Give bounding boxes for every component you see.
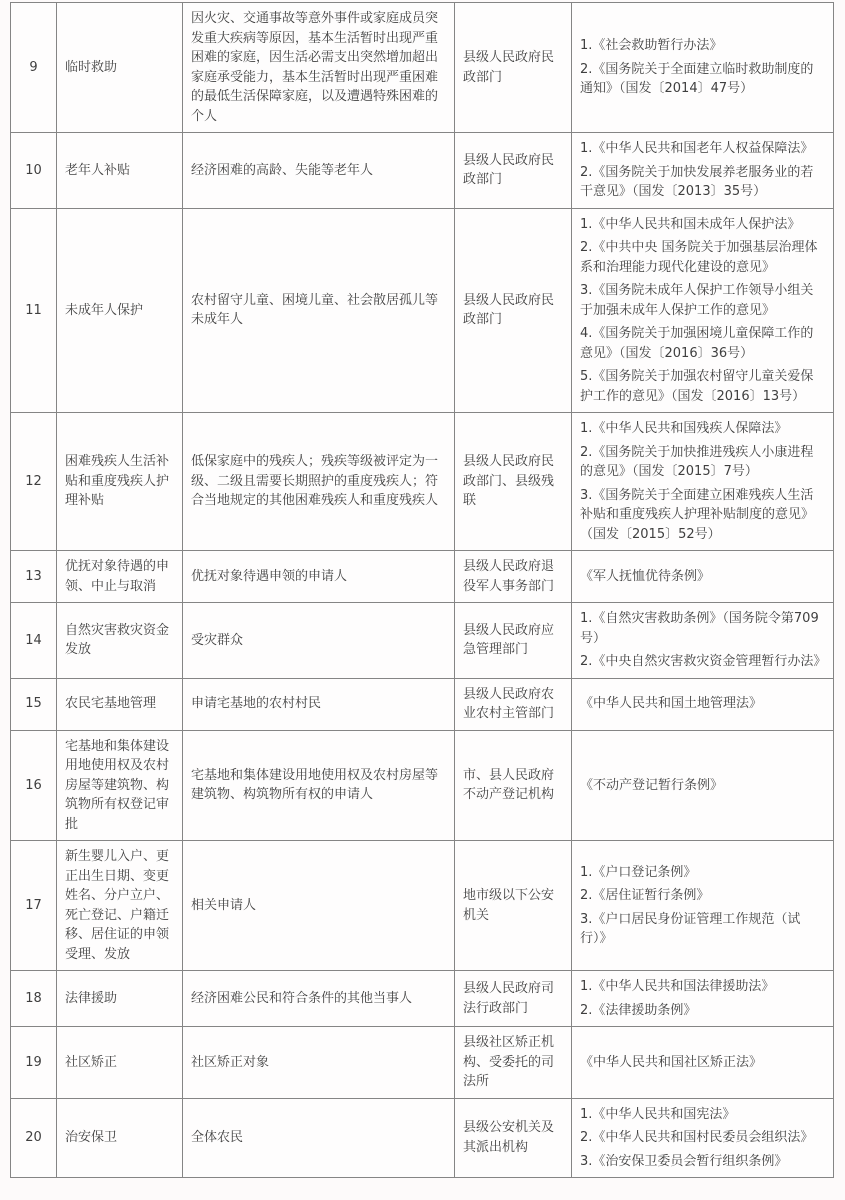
legal-basis-cell <box>572 208 834 413</box>
department-cell: 县级人民政府司法行政部门 <box>455 971 572 1027</box>
department-cell: 县级公安机关及其派出机构 <box>455 1098 572 1178</box>
legal-basis-item: 2.《居住证暂行条例》 <box>580 888 710 903</box>
target-description-cell: 低保家庭中的残疾人；残疾等级被评定为一级、二级且需要长期照护的重度残疾人；符合当地规定的其他困难残疾人和重度残疾人 <box>183 413 455 551</box>
table-row <box>11 841 834 971</box>
item-name-cell: 优抚对象待遇的申领、中止与取消 <box>57 551 183 603</box>
target-description-cell: 全体农民 <box>183 1098 455 1178</box>
legal-basis-cell <box>572 678 834 730</box>
department-cell: 县级人民政府退役军人事务部门 <box>455 551 572 603</box>
target-description-cell: 申请宅基地的农村村民 <box>183 678 455 730</box>
target-description-cell: 经济困难公民和符合条件的其他当事人 <box>183 971 455 1027</box>
legal-basis-item: 1.《社会救助暂行办法》 <box>580 38 723 54</box>
target-description-cell: 社区矫正对象 <box>183 1027 455 1099</box>
legal-basis-item: 1.《户口登记条例》 <box>580 864 697 880</box>
table-row <box>11 971 834 1027</box>
item-name-cell: 农民宅基地管理 <box>57 678 183 730</box>
table-row <box>11 603 834 679</box>
target-description-cell: 宅基地和集体建设用地使用权及农村房屋等建筑物、构筑物所有权的申请人 <box>183 730 455 841</box>
table-row <box>11 730 834 841</box>
legal-basis-item: 1.《中华人民共和国残疾人保障法》 <box>580 421 788 436</box>
target-description-cell: 农村留守儿童、困境儿童、社会散居孤儿等未成年人 <box>183 208 455 413</box>
row-number-cell: 18 <box>11 971 57 1027</box>
row-number-cell: 11 <box>11 208 57 413</box>
department-cell: 县级人民政府农业农村主管部门 <box>455 678 572 730</box>
table-row <box>11 1098 834 1178</box>
target-description-cell: 相关申请人 <box>183 841 455 971</box>
legal-basis-cell <box>572 603 834 679</box>
row-number-cell: 14 <box>11 603 57 679</box>
row-number-cell: 17 <box>11 841 57 971</box>
target-description-cell: 优抚对象待遇申领的申请人 <box>183 551 455 603</box>
legal-basis-item: 2.《国务院关于全面建立临时救助制度的通知》（国发〔2014〕47号） <box>580 61 814 97</box>
legal-basis-item: 1.《自然灾害救助条例》（国务院令第709号） <box>580 611 819 646</box>
legal-basis-item: 1.《中华人民共和国未成年人保护法》 <box>580 216 801 232</box>
legal-basis-item: 1.《中华人民共和国法律援助法》 <box>580 979 775 994</box>
legal-basis-cell <box>572 133 834 209</box>
legal-basis-item: 《不动产登记暂行条例》 <box>580 777 724 793</box>
legal-basis-item: 3.《户口居民身份证管理工作规范（试行）》 <box>580 911 801 946</box>
legal-basis-cell <box>572 1027 834 1099</box>
legal-basis-cell <box>572 730 834 841</box>
department-cell: 地市级以下公安机关 <box>455 841 572 971</box>
item-name-cell: 法律援助 <box>57 971 183 1027</box>
item-name-cell: 新生婴儿入户、更正出生日期、变更姓名、分户立户、死亡登记、户籍迁移、居住证的申领受理、发放 <box>57 841 183 971</box>
legal-basis-item: 4.《国务院关于加强困境儿童保障工作的意见》（国发〔2016〕36号） <box>580 326 814 361</box>
legal-basis-item: 3.《国务院关于全面建立困难残疾人生活补贴和重度残疾人护理补贴制度的意见》（国发〔2015〕52号） <box>580 487 815 542</box>
table-row <box>11 1027 834 1099</box>
table-row <box>11 413 834 551</box>
item-name-cell: 宅基地和集体建设用地使用权及农村房屋等建筑物、构筑物所有权登记审批 <box>57 730 183 841</box>
legal-basis-cell <box>572 3 834 133</box>
row-number-cell: 12 <box>11 413 57 551</box>
item-name-cell: 困难残疾人生活补贴和重度残疾人护理补贴 <box>57 413 183 551</box>
legal-basis-cell <box>572 551 834 603</box>
table-row <box>11 3 834 133</box>
item-name-cell: 老年人补贴 <box>57 133 183 209</box>
legal-basis-item: 2.《国务院关于加快推进残疾人小康进程的意见》（国发〔2015〕7号） <box>580 444 814 479</box>
table-row <box>11 678 834 730</box>
department-cell: 县级人民政府应急管理部门 <box>455 603 572 679</box>
legal-basis-cell <box>572 413 834 551</box>
item-name-cell: 社区矫正 <box>57 1027 183 1099</box>
target-description-cell: 经济困难的高龄、失能等老年人 <box>183 133 455 209</box>
department-cell: 县级人民政府民政部门 <box>455 208 572 413</box>
legal-basis-item: 2.《中华人民共和国村民委员会组织法》 <box>580 1130 814 1145</box>
table-row <box>11 208 834 413</box>
legal-basis-item: 《中华人民共和国土地管理法》 <box>580 696 763 712</box>
department-cell: 县级社区矫正机构、受委托的司法所 <box>455 1027 572 1099</box>
department-cell: 市、县人民政府不动产登记机构 <box>455 730 572 841</box>
item-name-cell: 治安保卫 <box>57 1098 183 1178</box>
legal-basis-item: 2.《中共中央 国务院关于加强基层治理体系和治理能力现代化建设的意见》 <box>580 240 818 275</box>
target-description-cell: 受灾群众 <box>183 603 455 679</box>
legal-basis-item: 1.《中华人民共和国宪法》 <box>580 1106 736 1122</box>
row-number-cell: 15 <box>11 678 57 730</box>
department-cell: 县级人民政府民政部门、县级残联 <box>455 413 572 551</box>
table-row <box>11 551 834 603</box>
item-name-cell: 临时救助 <box>57 3 183 133</box>
table-row <box>11 133 834 209</box>
legal-basis-cell <box>572 971 834 1027</box>
row-number-cell: 9 <box>11 3 57 133</box>
legal-basis-item: 《中华人民共和国社区矫正法》 <box>580 1054 763 1070</box>
legal-basis-item: 3.《治安保卫委员会暂行组织条例》 <box>580 1153 788 1169</box>
legal-basis-item: 《军人抚恤优待条例》 <box>580 568 711 584</box>
row-number-cell: 13 <box>11 551 57 603</box>
row-number-cell: 20 <box>11 1098 57 1178</box>
legal-basis-cell <box>572 1098 834 1178</box>
item-name-cell: 未成年人保护 <box>57 208 183 413</box>
legal-basis-item: 1.《中华人民共和国老年人权益保障法》 <box>580 141 814 156</box>
department-cell: 县级人民政府民政部门 <box>455 133 572 209</box>
row-number-cell: 19 <box>11 1027 57 1099</box>
table-body <box>11 3 834 1178</box>
department-cell: 县级人民政府民政部门 <box>455 3 572 133</box>
legal-basis-cell <box>572 841 834 971</box>
row-number-cell: 16 <box>11 730 57 841</box>
item-name-cell: 自然灾害救灾资金发放 <box>57 603 183 679</box>
row-number-cell: 10 <box>11 133 57 209</box>
legal-basis-item: 5.《国务院关于加强农村留守儿童关爱保护工作的意见》（国发〔2016〕13号） <box>580 369 814 404</box>
target-description-cell: 因火灾、交通事故等意外事件或家庭成员突发重大疾病等原因，基本生活暂时出现严重困难的家庭，因生活必需支出突然增加超出家庭承受能力，基本生活暂时出现严重困难的最低生活保障家庭，以及遭遇特殊困难的个人 <box>183 3 455 133</box>
legal-basis-item: 2.《中央自然灾害救灾资金管理暂行办法》 <box>580 654 827 669</box>
rights-list-table <box>10 2 834 1178</box>
legal-basis-item: 2.《法律援助条例》 <box>580 1002 697 1018</box>
legal-basis-item: 3.《国务院未成年人保护工作领导小组关于加强未成年人保护工作的意见》 <box>580 283 814 318</box>
legal-basis-item: 2.《国务院关于加快发展养老服务业的若干意见》（国发〔2013〕35号） <box>580 164 814 199</box>
